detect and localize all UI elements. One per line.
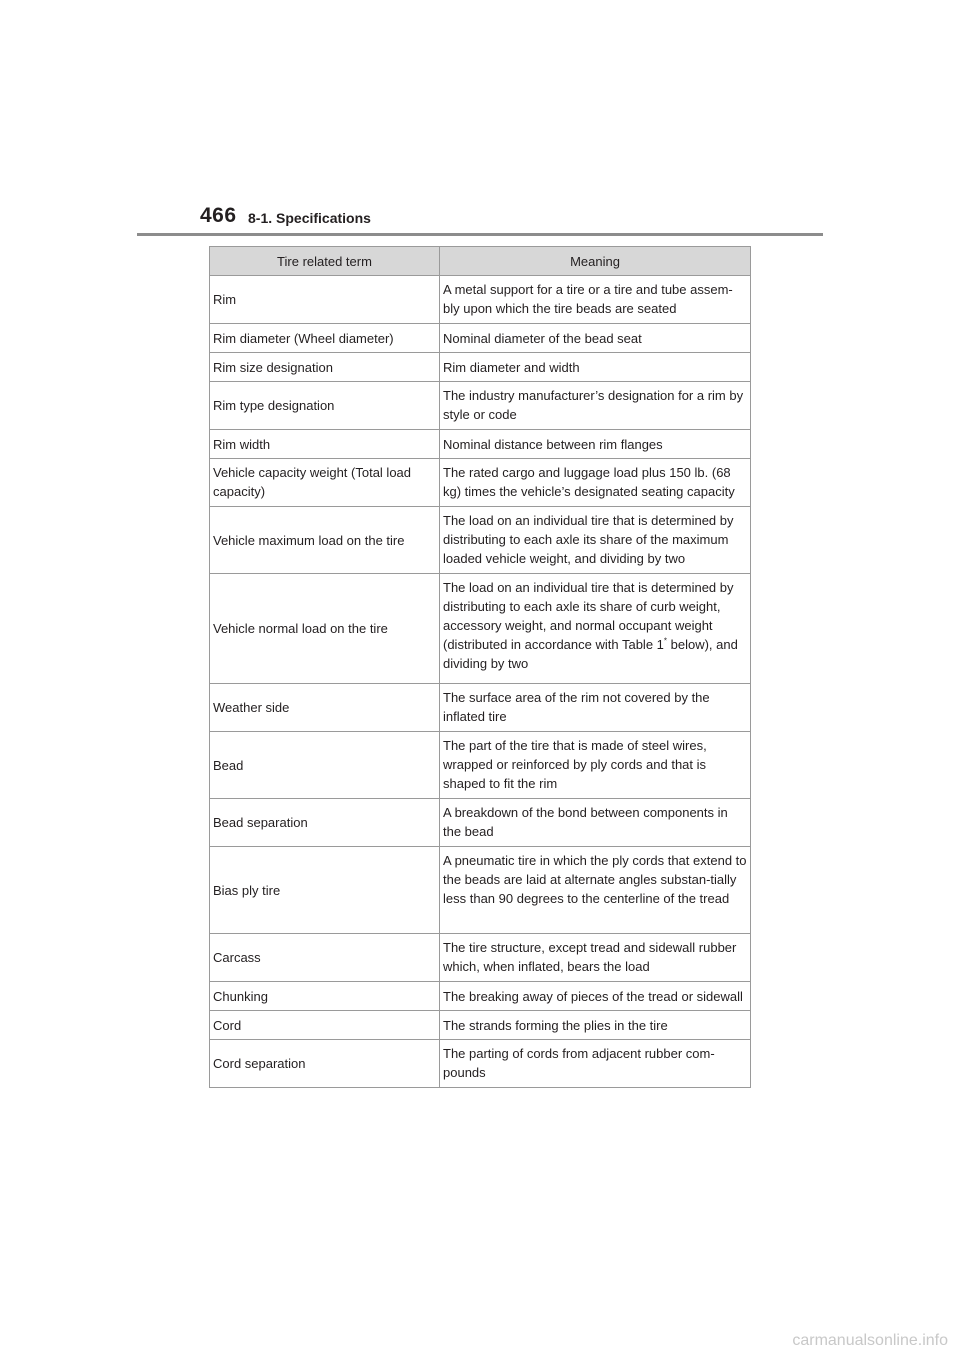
meaning-cell: The surface area of the rim not covered by the inflated tire: [440, 684, 751, 732]
table-row: [210, 574, 751, 684]
meaning-cell: The parting of cords from adjacent rubber com-pounds: [440, 1040, 751, 1088]
term-cell: Rim: [210, 276, 440, 324]
column-header-term: Tire related term: [210, 247, 440, 276]
table-row: [210, 324, 751, 353]
meaning-cell: Nominal distance between rim flanges: [440, 430, 751, 459]
term-cell: Cord: [210, 1011, 440, 1040]
meaning-cell: The tire structure, except tread and sidewall rubber which, when inflated, bears the load: [440, 934, 751, 982]
meaning-cell: The strands forming the plies in the tire: [440, 1011, 751, 1040]
tire-terms-table: [209, 246, 751, 1088]
meaning-cell: Rim diameter and width: [440, 353, 751, 382]
watermark: carmanualsonline.info: [792, 1332, 948, 1349]
term-cell: Bias ply tire: [210, 847, 440, 934]
table-row: [210, 507, 751, 574]
meaning-cell: Nominal diameter of the bead seat: [440, 324, 751, 353]
meaning-cell: A pneumatic tire in which the ply cords that extend to the beads are laid at alternate angles substan-tially less than 90 degrees to the centerline of the tread: [440, 847, 751, 934]
table-row: [210, 799, 751, 847]
table-row: [210, 982, 751, 1011]
term-cell: Cord separation: [210, 1040, 440, 1088]
meaning-cell: [440, 574, 751, 684]
section-title: 8-1. Specifications: [248, 210, 371, 226]
footnote-marker: *: [663, 636, 668, 646]
table-row: [210, 353, 751, 382]
term-cell: Rim diameter (Wheel diameter): [210, 324, 440, 353]
term-cell: Bead separation: [210, 799, 440, 847]
meaning-cell: The rated cargo and luggage load plus 150 lb. (68 kg) times the vehicle’s designated seating capacity: [440, 459, 751, 507]
term-cell: Bead: [210, 732, 440, 799]
table-row: [210, 847, 751, 934]
term-cell: Vehicle normal load on the tire: [210, 574, 440, 684]
term-cell: Rim type designation: [210, 382, 440, 430]
table-header-row: [210, 247, 751, 276]
table-row: [210, 684, 751, 732]
term-cell: Chunking: [210, 982, 440, 1011]
table-row: [210, 430, 751, 459]
meaning-cell: The breaking away of pieces of the tread or sidewall: [440, 982, 751, 1011]
term-cell: Carcass: [210, 934, 440, 982]
term-cell: Rim width: [210, 430, 440, 459]
table-row: [210, 732, 751, 799]
table-row: [210, 276, 751, 324]
column-header-meaning: Meaning: [440, 247, 751, 276]
table-row: [210, 459, 751, 507]
term-cell: Rim size designation: [210, 353, 440, 382]
meaning-cell: A metal support for a tire or a tire and tube assem-bly upon which the tire beads are seated: [440, 276, 751, 324]
term-cell: Weather side: [210, 684, 440, 732]
meaning-cell: The industry manufacturer’s designation for a rim by style or code: [440, 382, 751, 430]
meaning-text: The load on an individual tire that is determined by distributing to each axle its share of curb weight, accessory weight, and normal occupant weight (distributed in accordance with Table 1: [443, 580, 734, 652]
meaning-text-continued: below), and dividing by two: [443, 637, 738, 671]
meaning-cell: The load on an individual tire that is determined by distributing to each axle its share of the maximum loaded vehicle weight, and dividing by two: [440, 507, 751, 574]
table-row: [210, 1011, 751, 1040]
term-cell: Vehicle capacity weight (Total load capacity): [210, 459, 440, 507]
table-row: [210, 934, 751, 982]
table-row: [210, 1040, 751, 1088]
header-divider: [137, 233, 823, 236]
term-cell: Vehicle maximum load on the tire: [210, 507, 440, 574]
page-number: 466: [200, 204, 237, 227]
table-row: [210, 382, 751, 430]
meaning-cell: A breakdown of the bond between components in the bead: [440, 799, 751, 847]
meaning-cell: The part of the tire that is made of steel wires, wrapped or reinforced by ply cords and that is shaped to fit the rim: [440, 732, 751, 799]
